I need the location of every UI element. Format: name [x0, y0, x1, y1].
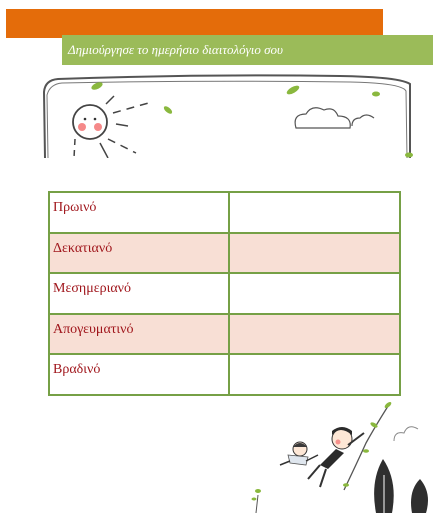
meal-label: Βραδινό [53, 362, 101, 378]
meal-label: Πρωινό [53, 200, 97, 215]
orange-header-bar [6, 9, 383, 38]
kids-swinging-vine-illustration [248, 395, 439, 513]
meal-entry-cell[interactable] [229, 233, 400, 274]
meal-entry-cell[interactable] [229, 273, 400, 314]
meal-label-cell [49, 273, 229, 314]
meal-label-cell [49, 192, 229, 233]
sun-clouds-frame-illustration [40, 66, 430, 158]
table-row [49, 192, 400, 233]
table-row [49, 233, 400, 274]
meal-entry-cell[interactable] [229, 314, 400, 355]
meal-label: Δεκατιανό [53, 240, 113, 256]
meal-plan-table [48, 191, 401, 396]
meal-label-cell [49, 354, 229, 395]
table-row [49, 273, 400, 314]
title-banner [62, 35, 433, 65]
meal-label-cell [49, 233, 229, 274]
meal-entry-cell[interactable] [229, 354, 400, 395]
meal-label-cell [49, 314, 229, 355]
meal-entry-cell[interactable] [229, 192, 400, 233]
table-row [49, 314, 400, 355]
meal-label: Μεσημεριανό [53, 281, 131, 297]
meal-label: Απογευματινό [53, 321, 134, 337]
table-row [49, 354, 400, 395]
page-title: Δημιούργησε το ημερήσιο διαιτολόγιο σου [68, 42, 283, 57]
